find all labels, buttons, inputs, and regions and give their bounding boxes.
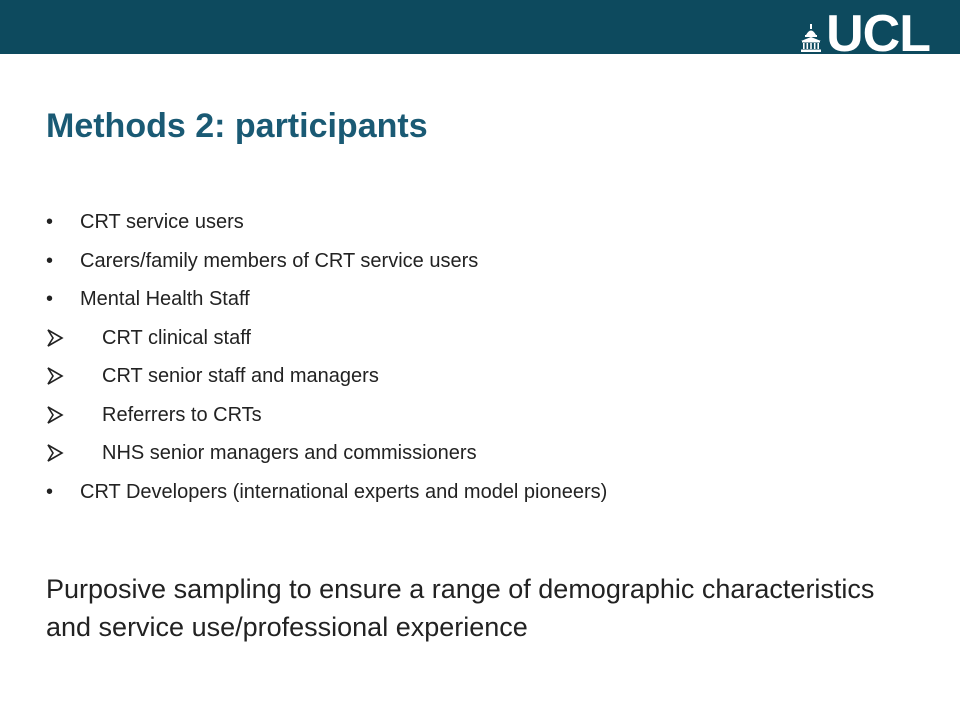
arrowhead-icon bbox=[46, 406, 64, 424]
item-text: Mental Health Staff bbox=[80, 288, 250, 310]
item-text: Referrers to CRTs bbox=[102, 403, 262, 426]
item-text: CRT clinical staff bbox=[102, 326, 251, 349]
logo-wordmark: UCL bbox=[826, 5, 930, 63]
bullet-icon: • bbox=[46, 249, 54, 272]
ucl-logo bbox=[800, 5, 930, 63]
bullet-icon: • bbox=[46, 480, 54, 503]
item-text: Carers/family members of CRT service users bbox=[80, 249, 479, 272]
portico-icon bbox=[800, 24, 822, 52]
item-text: NHS senior managers and commissioners bbox=[102, 442, 477, 464]
item-text: CRT senior staff and managers bbox=[102, 365, 379, 387]
item-text: CRT Developers (international experts and model pioneers) bbox=[80, 480, 608, 503]
arrowhead-icon bbox=[46, 329, 64, 347]
arrowhead-icon bbox=[46, 367, 64, 385]
item-text: CRT service users bbox=[80, 211, 244, 233]
sampling-note: Purposive sampling to ensure a range of demographic characteristics and service use/professional experience bbox=[46, 574, 875, 642]
header-bar bbox=[0, 0, 960, 63]
bullet-icon: • bbox=[46, 211, 54, 233]
slide-title: Methods 2: participants bbox=[46, 107, 428, 145]
bullet-icon: • bbox=[46, 288, 54, 310]
arrowhead-icon bbox=[46, 444, 64, 462]
